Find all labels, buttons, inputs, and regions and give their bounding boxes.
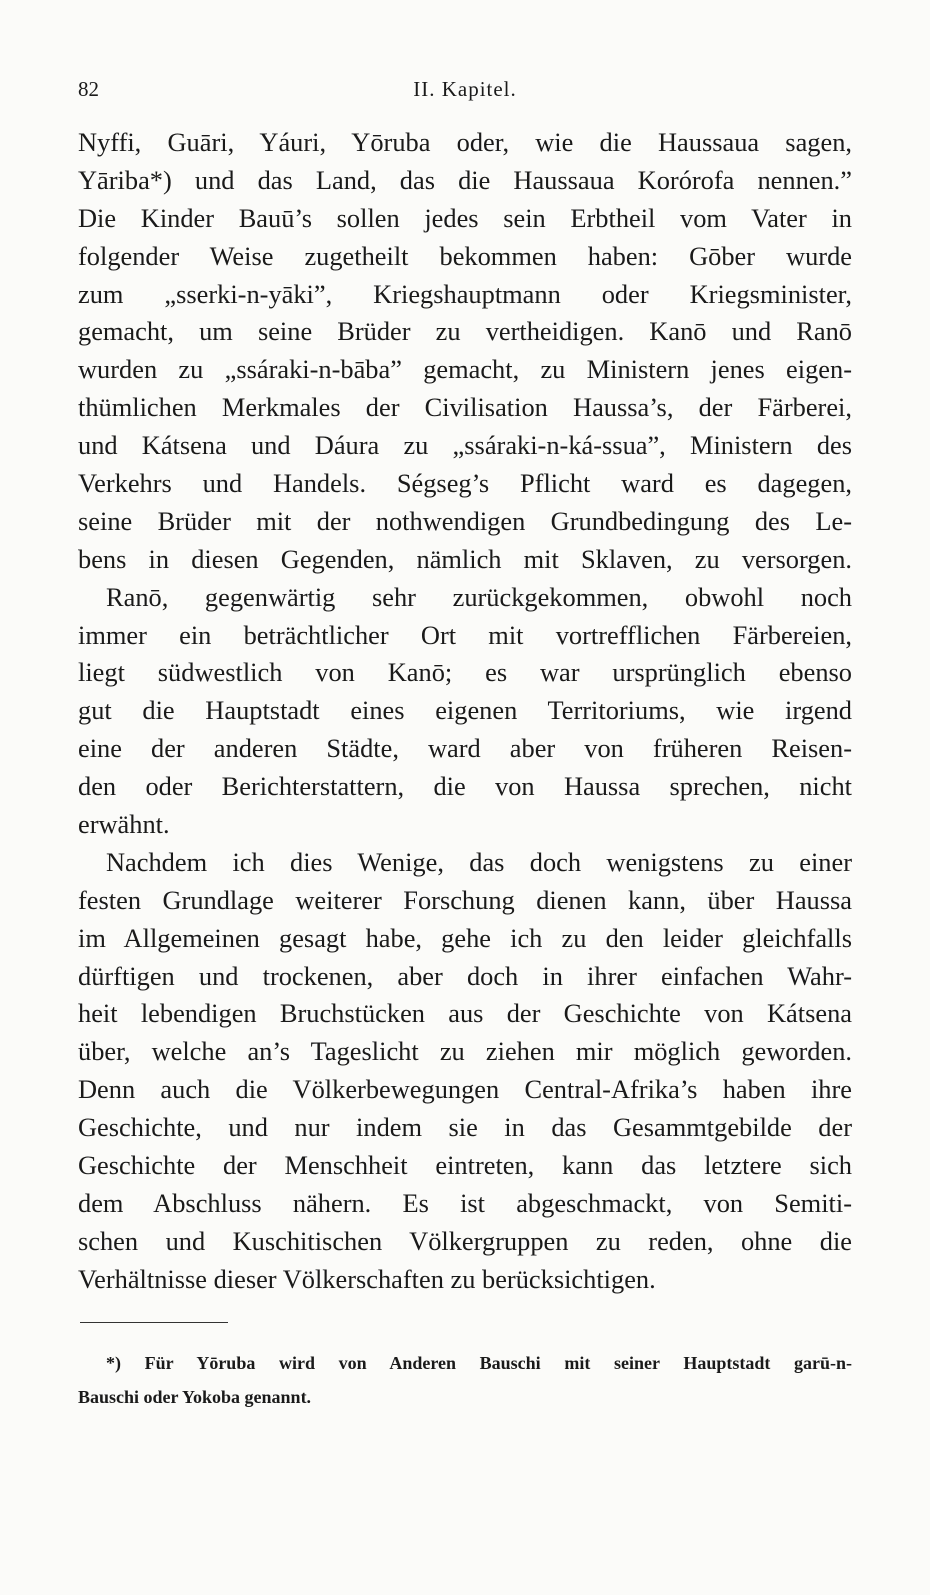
- paragraph: [78, 844, 852, 1299]
- footnote-divider: [80, 1322, 228, 1323]
- text-line: seine Brüder mit der nothwendigen Grundbedingung des Le-: [78, 505, 852, 536]
- text-line: über, welche an’s Tageslicht zu ziehen mir möglich geworden.: [78, 1036, 852, 1067]
- text-line: erwähnt.: [78, 809, 170, 840]
- text-line: Die Kinder Bauū’s sollen jedes sein Erbtheil vom Vater in: [78, 202, 852, 233]
- footnote-line: *) Für Yōruba wird von Anderen Bauschi mit seiner Hauptstadt garū-n-: [106, 1353, 852, 1373]
- text-line: wurden zu „ssáraki-n-bāba” gemacht, zu Ministern jenes eigen-: [78, 354, 852, 385]
- text-line: liegt südwestlich von Kanō; es war ursprünglich ebenso: [78, 657, 852, 688]
- text-line: dem Abschluss nähern. Es ist abgeschmackt, von Semiti-: [78, 1187, 852, 1218]
- text-line: eine der anderen Städte, ward aber von früheren Reisen-: [78, 733, 852, 764]
- page-number: 82: [78, 77, 99, 101]
- text-line: und Kátsena und Dáura zu „ssáraki-n-ká-ssua”, Ministern des: [78, 430, 852, 461]
- text-line: immer ein beträchtlicher Ort mit vortrefflichen Färbereien,: [78, 619, 852, 650]
- footnote-line: Bauschi oder Yokoba genannt.: [78, 1387, 312, 1407]
- text-line: Geschichte der Menschheit eintreten, kann das letztere sich: [78, 1150, 852, 1181]
- text-line: Yāriba*) und das Land, das die Haussaua Korórofa nennen.”: [78, 164, 852, 195]
- text-line: bens in diesen Gegenden, nämlich mit Sklaven, zu versorgen.: [78, 543, 852, 574]
- text-line: gemacht, um seine Brüder zu vertheidigen. Kanō und Ranō: [78, 316, 852, 347]
- text-line: Geschichte, und nur indem sie in das Gesammtgebilde der: [78, 1112, 852, 1143]
- body-text: [78, 124, 852, 1299]
- text-line: thümlichen Merkmales der Civilisation Haussa’s, der Färberei,: [78, 392, 852, 423]
- text-line: Ranō, gegenwärtig sehr zurückgekommen, obwohl noch: [106, 581, 852, 612]
- text-line: Verkehrs und Handels. Ségseg’s Pflicht ward es dagegen,: [78, 468, 852, 499]
- paragraph: [78, 579, 852, 844]
- text-line: schen und Kuschitischen Völkergruppen zu reden, ohne die: [78, 1225, 852, 1256]
- text-line: festen Grundlage weiterer Forschung dienen kann, über Haussa: [78, 884, 852, 915]
- text-line: dürftigen und trockenen, aber doch in ihrer einfachen Wahr-: [78, 960, 852, 991]
- text-line: Verhältnisse dieser Völkerschaften zu berücksichtigen.: [78, 1263, 656, 1294]
- text-line: Denn auch die Völkerbewegungen Central-Afrika’s haben ihre: [78, 1074, 852, 1105]
- text-line: folgender Weise zugetheilt bekommen haben: Gōber wurde: [78, 240, 852, 271]
- paragraph: [78, 124, 852, 579]
- text-line: im Allgemeinen gesagt habe, gehe ich zu den leider gleichfalls: [78, 922, 852, 953]
- text-line: Nyffi, Guāri, Yáuri, Yōruba oder, wie die Haussaua sagen,: [78, 127, 852, 157]
- footnote: [78, 1346, 852, 1414]
- running-head: [78, 72, 852, 106]
- text-line: Nachdem ich dies Wenige, das doch wenigstens zu einer: [106, 846, 852, 877]
- text-line: gut die Hauptstadt eines eigenen Territoriums, wie irgend: [78, 695, 852, 726]
- text-line: zum „sserki-n-yāki”, Kriegshauptmann oder Kriegsminister,: [78, 278, 852, 309]
- text-line: den oder Berichterstattern, die von Haussa sprechen, nicht: [78, 771, 852, 802]
- chapter-title: II. Kapitel.: [413, 77, 517, 101]
- text-line: heit lebendigen Bruchstücken aus der Geschichte von Kátsena: [78, 998, 852, 1029]
